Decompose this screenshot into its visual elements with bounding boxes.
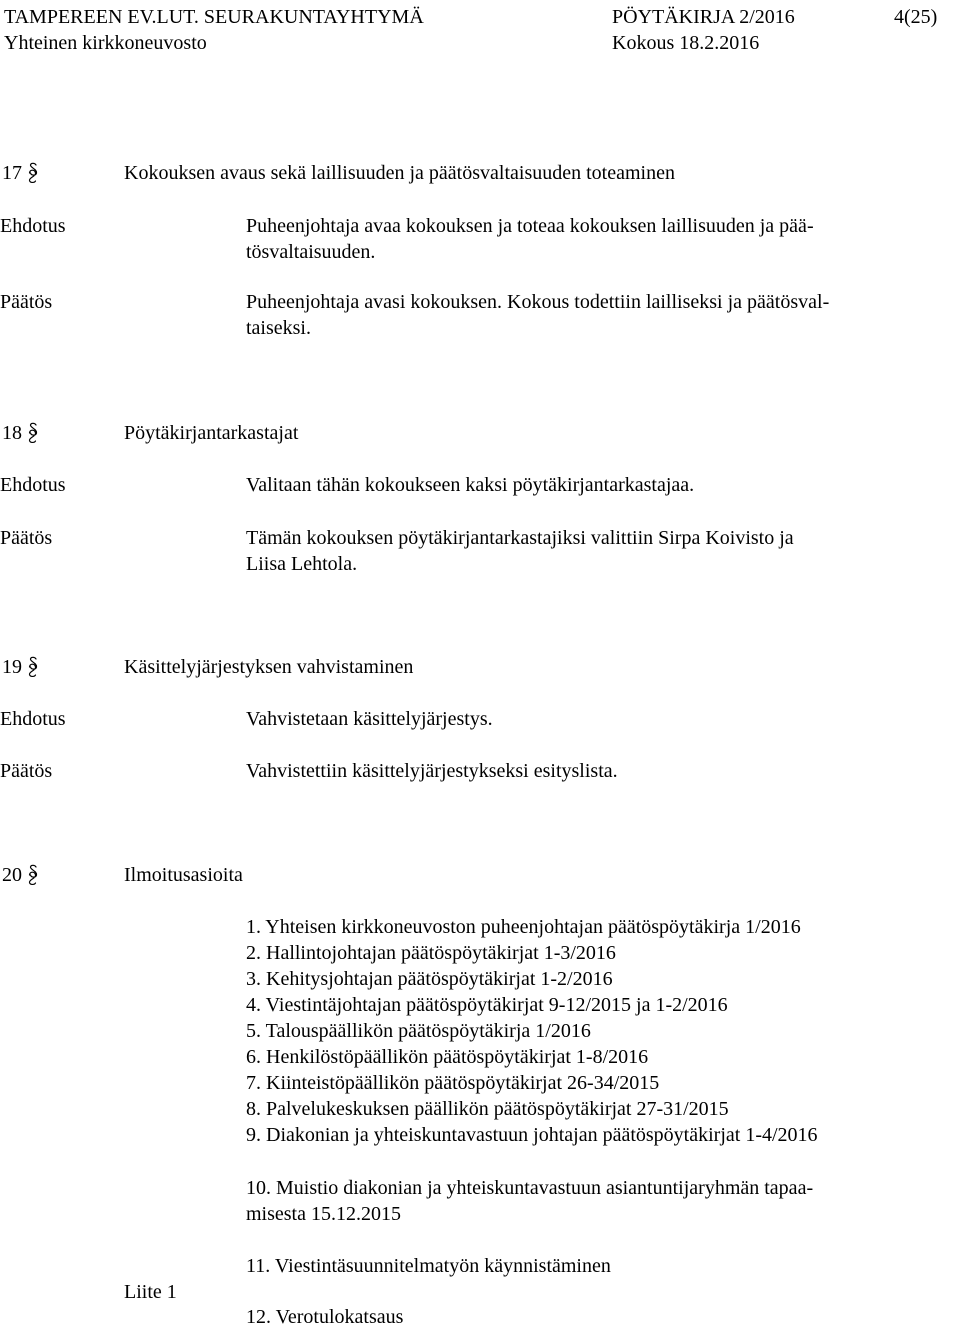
list-item-11: 11. Viestintäsuunnitelmatyön käynnistäminen bbox=[246, 1255, 611, 1277]
section-18-proposal-label: Ehdotus bbox=[0, 474, 66, 496]
section-18-decision-line2: Liisa Lehtola. bbox=[246, 553, 358, 575]
section-19-decision-label: Päätös bbox=[0, 760, 53, 782]
section-20-title: Ilmoitusasioita bbox=[124, 864, 243, 886]
attachment-label: Liite 1 bbox=[124, 1281, 177, 1303]
list-item: 5. Talouspäällikön päätöspöytäkirja 1/2016 bbox=[246, 1020, 591, 1042]
header-page-number: 4(25) bbox=[894, 6, 938, 28]
section-17-proposal-line1: Puheenjohtaja avaa kokouksen ja toteaa kokouksen laillisuuden ja pää- bbox=[246, 215, 814, 237]
list-item: 2. Hallintojohtajan päätöspöytäkirjat 1-3/2016 bbox=[246, 942, 616, 964]
header-body-name: Yhteinen kirkkoneuvosto bbox=[4, 32, 207, 54]
list-item: 8. Palvelukeskuksen päällikön päätöspöytäkirjat 27-31/2015 bbox=[246, 1098, 729, 1120]
section-18-number: 18 bbox=[2, 420, 40, 446]
section-18-title: Pöytäkirjantarkastajat bbox=[124, 422, 299, 444]
section-sign-icon bbox=[26, 864, 40, 886]
section-18-proposal-line1: Valitaan tähän kokoukseen kaksi pöytäkirjantarkastajaa. bbox=[246, 474, 695, 496]
section-19-proposal-label: Ehdotus bbox=[0, 708, 66, 730]
section-17-title: Kokouksen avaus sekä laillisuuden ja päätösvaltaisuuden toteaminen bbox=[124, 162, 675, 184]
list-item-10-line2: misesta 15.12.2015 bbox=[246, 1203, 401, 1225]
list-item: 9. Diakonian ja yhteiskuntavastuun johtajan päätöspöytäkirjat 1-4/2016 bbox=[246, 1124, 818, 1146]
list-item: 3. Kehitysjohtajan päätöspöytäkirjat 1-2/2016 bbox=[246, 968, 613, 990]
section-17-proposal-line2: tösvaltaisuuden. bbox=[246, 241, 376, 263]
header-meeting-date: Kokous 18.2.2016 bbox=[612, 32, 760, 54]
list-item: 7. Kiinteistöpäällikön päätöspöytäkirjat 26-34/2015 bbox=[246, 1072, 660, 1094]
section-19-title: Käsittelyjärjestyksen vahvistaminen bbox=[124, 656, 414, 678]
section-sign-icon bbox=[26, 422, 40, 444]
list-item-12: 12. Verotulokatsaus bbox=[246, 1306, 404, 1328]
section-18-decision-line1: Tämän kokouksen pöytäkirjantarkastajiksi valittiin Sirpa Koivisto ja bbox=[246, 527, 794, 549]
list-item: 1. Yhteisen kirkkoneuvoston puheenjohtajan päätöspöytäkirja 1/2016 bbox=[246, 916, 801, 938]
list-item: 6. Henkilöstöpäällikön päätöspöytäkirjat 1-8/2016 bbox=[246, 1046, 649, 1068]
list-item: 4. Viestintäjohtajan päätöspöytäkirjat 9-12/2015 ja 1-2/2016 bbox=[246, 994, 728, 1016]
section-17-proposal-label: Ehdotus bbox=[0, 215, 66, 237]
section-17-decision-line1: Puheenjohtaja avasi kokouksen. Kokous todettiin lailliseksi ja päätösval- bbox=[246, 291, 830, 313]
section-sign-icon bbox=[26, 656, 40, 678]
header-document-type: PÖYTÄKIRJA 2/2016 bbox=[612, 6, 795, 28]
section-19-proposal-line1: Vahvistetaan käsittelyjärjestys. bbox=[246, 708, 493, 730]
section-17-decision-line2: taiseksi. bbox=[246, 317, 311, 339]
section-sign-icon bbox=[26, 162, 40, 184]
section-18-decision-label: Päätös bbox=[0, 527, 53, 549]
section-19-decision-line1: Vahvistettiin käsittelyjärjestykseksi esityslista. bbox=[246, 760, 618, 782]
header-organization: TAMPEREEN EV.LUT. SEURAKUNTAYHTYMÄ bbox=[4, 6, 424, 28]
section-17-decision-label: Päätös bbox=[0, 291, 53, 313]
section-17-number: 17 bbox=[2, 160, 40, 186]
list-item-10-line1: 10. Muistio diakonian ja yhteiskuntavastuun asiantuntijaryhmän tapaa- bbox=[246, 1177, 814, 1199]
section-19-number: 19 bbox=[2, 654, 40, 680]
section-20-number: 20 bbox=[2, 862, 40, 888]
